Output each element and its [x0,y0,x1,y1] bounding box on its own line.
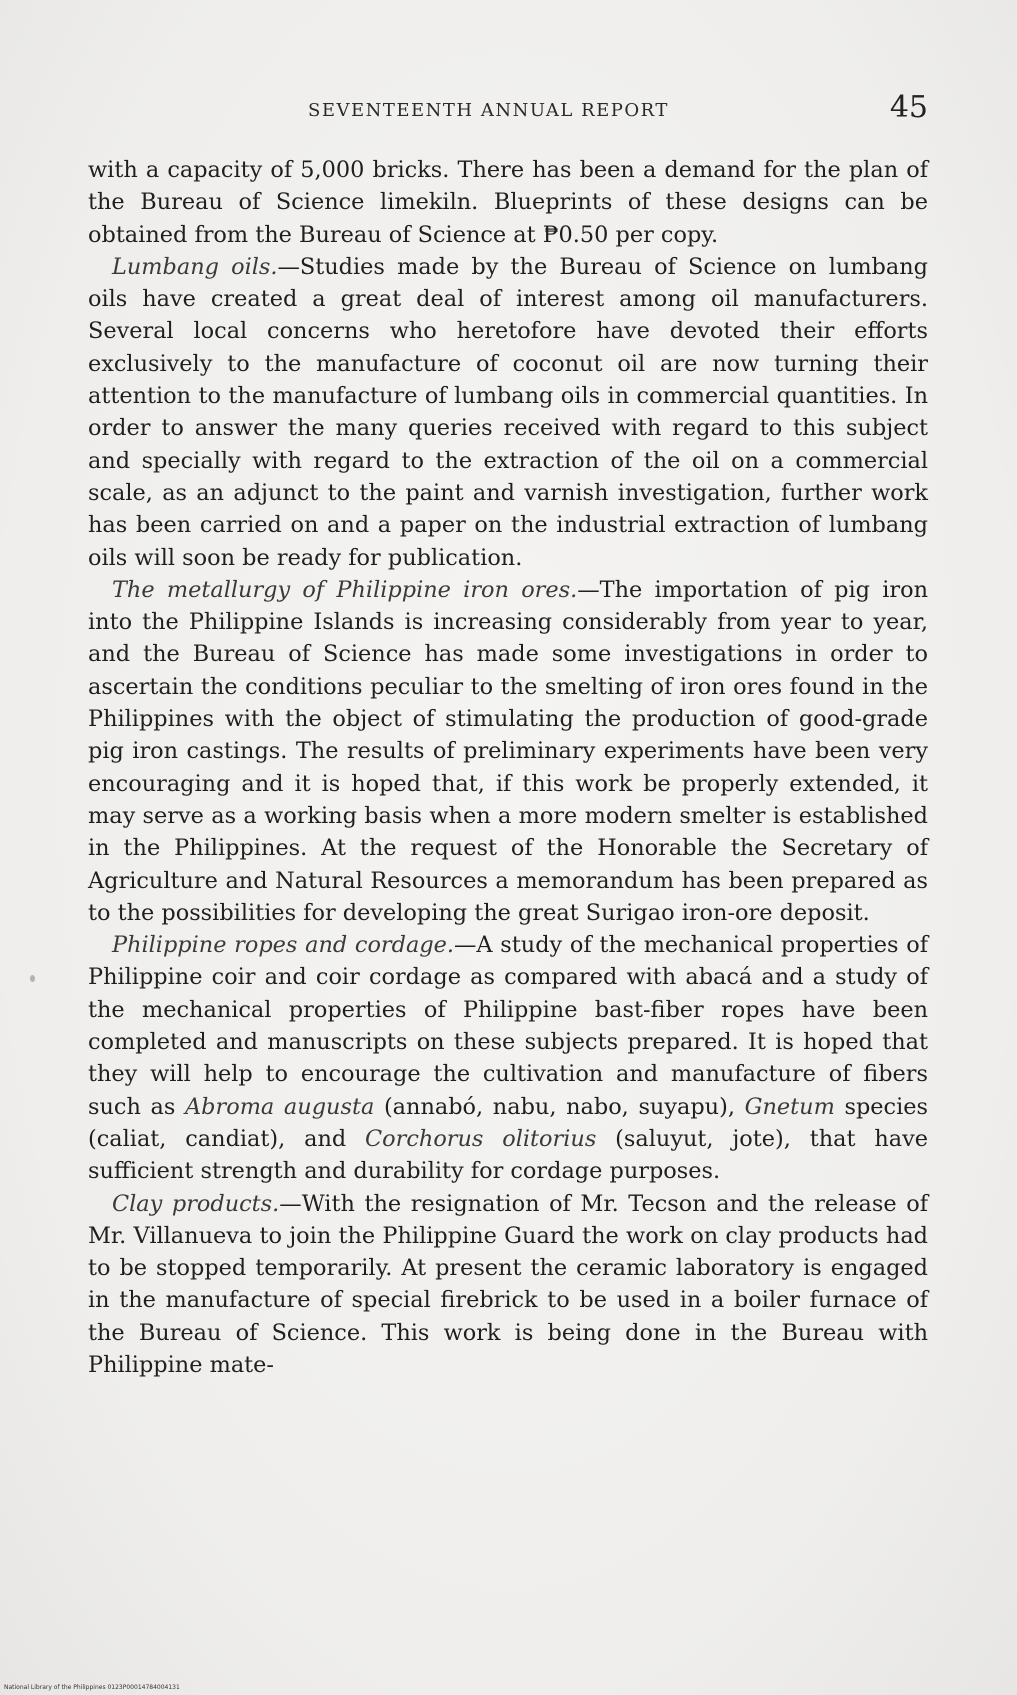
paragraph-text: with a capacity of 5,000 bricks. There has been a demand for the plan of the Bureau of Science limekiln. Blueprints of these designs can be obtained from the Bureau of Science at ₱0.50 per copy. [88,157,928,248]
paragraph-text: —A study of the mechanical properties of Philippine coir and coir cordage as compared with abacá and a study of the mechanical properties of Philippine bast-fiber ropes have been completed and manuscripts on these subjects prepared. It is hoped that they will help to encourage the cultivation and manufacture of fibers such as [88,932,928,1120]
paragraph-text: —The importation of pig iron into the Philippine Islands is increasing considerably from year to year, and the Bureau of Science has made some investigations in order to ascertain the conditions peculiar to the smelting of iron ores found in the Philippines with the object of stimulating the production of good-grade pig iron castings. The results of preliminary experiments have been very encouraging and it is hoped that, if this work be properly extended, it may serve as a working basis when a more modern smelter is established in the Philippines. At the request of the Honorable the Secretary of Agriculture and Natural Resources a memorandum has been prepared as to the possibilities for developing the great Surigao iron-ore deposit. [88,576,928,926]
section-heading-lumbang-oils: Lumbang oils. [112,253,278,280]
paragraph-text: (saluyut, jote), that have sufficient strength and durability for cordage purposes. [88,1125,928,1185]
body-text [88,154,928,1381]
paragraph-lumbang-oils [88,251,928,574]
paragraph-text: —Studies made by the Bureau of Science on lumbang oils have created a great deal of interest among oil manufacturers. Several local concerns who heretofore have devoted their efforts exclusively to the manufacture of coconut oil are now turning their attention to the manufacture of lumbang oils in commercial quantities. In order to answer the many queries received with regard to this subject and specially with regard to the extraction of the oil on a commercial scale, as an adjunct to the paint and varnish investigation, further work has been carried on and a paper on the industrial extraction of lumbang oils will soon be ready for publication. [88,253,928,571]
paragraph-continued [88,154,928,251]
section-heading-iron-ores: The metallurgy of Philippine iron ores. [112,576,578,603]
page-number: 45 [889,90,928,125]
paragraph-text: species (caliat, candiat), and [88,1093,928,1152]
section-heading-ropes-cordage: Philippine ropes and cordage. [112,932,455,959]
paragraph-text: (annabó, nabu, nabo, suyapu), [374,1093,745,1120]
paragraph-iron-ores [88,574,928,929]
scientific-name: Corchorus olitorius [365,1125,597,1152]
archive-footer: National Library of the Philippines 0123P00014784004131 [4,1684,180,1691]
running-title: SEVENTEENTH ANNUAL REPORT [308,100,669,121]
scientific-name: Gnetum [744,1093,835,1120]
scientific-name: Abroma augusta [185,1093,375,1120]
scan-speck [30,975,35,982]
running-header [88,90,928,136]
paragraph-text: —With the resignation of Mr. Tecson and the release of Mr. Villanueva to join the Philippine Guard the work on clay products had to be stopped temporarily. At present the ceramic laboratory is engaged in the manufacture of special firebrick to be used in a boiler furnace of the Bureau of Science. This work is being done in the Bureau with Philippine mate- [88,1190,928,1378]
section-heading-clay-products: Clay products. [112,1190,280,1217]
paragraph-ropes-cordage [88,929,928,1187]
paragraph-clay-products [88,1188,928,1382]
